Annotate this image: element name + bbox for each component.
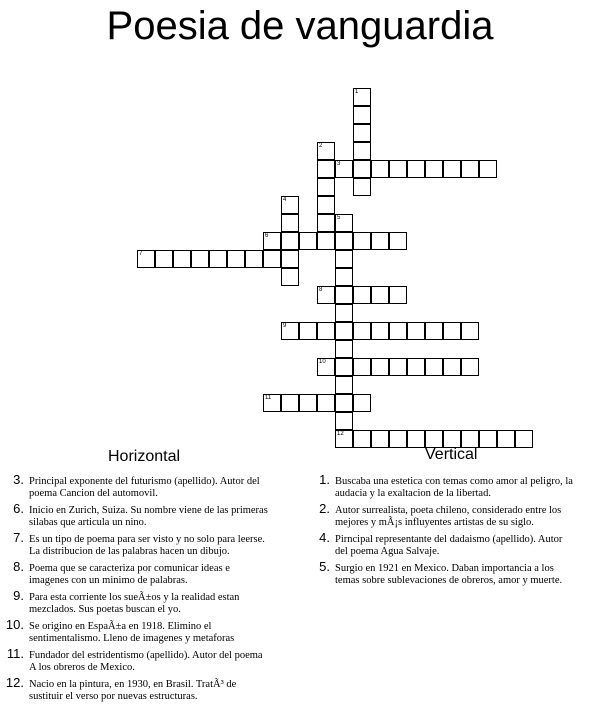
clue-number: 7.: [13, 530, 24, 545]
crossword-cell[interactable]: [443, 322, 461, 340]
crossword-cell[interactable]: [371, 430, 389, 448]
cell-number: 3: [337, 161, 341, 167]
crossword-cell[interactable]: [425, 322, 443, 340]
clue-text: Para esta corriente los sueÃ±os y la realidad estan mezclados. Sus poetas buscan el yo.: [29, 592, 240, 615]
cell-number: 11: [265, 395, 272, 401]
crossword-cell[interactable]: [389, 232, 407, 250]
crossword-cell[interactable]: [281, 232, 299, 250]
crossword-cell[interactable]: [299, 394, 317, 412]
crossword-cell[interactable]: [155, 250, 173, 268]
crossword-cell[interactable]: [281, 196, 299, 214]
crossword-cell[interactable]: [407, 358, 425, 376]
crossword-cell[interactable]: [317, 178, 335, 196]
crossword-cell[interactable]: [317, 322, 335, 340]
cell-number: 6: [265, 233, 269, 239]
clue-number: 9.: [13, 588, 24, 603]
crossword-cell[interactable]: [227, 250, 245, 268]
crossword-cell[interactable]: [245, 250, 263, 268]
crossword-cell[interactable]: [353, 124, 371, 142]
cell-number: 5: [337, 215, 341, 221]
crossword-cell[interactable]: [389, 358, 407, 376]
crossword-cell[interactable]: [263, 394, 281, 412]
crossword-cell[interactable]: [335, 322, 353, 340]
cell-number: 7: [139, 251, 143, 257]
crossword-cell[interactable]: [335, 358, 353, 376]
crossword-cell[interactable]: [263, 232, 281, 250]
crossword-cell[interactable]: [461, 358, 479, 376]
clue-text: Pirncipal representante del dadaismo (apellido). Autor del poema Agua Salvaje.: [335, 534, 563, 557]
crossword-cell[interactable]: [281, 322, 299, 340]
crossword-cell[interactable]: [353, 142, 371, 160]
crossword-cell[interactable]: [317, 232, 335, 250]
clue-number: 3.: [13, 472, 24, 487]
crossword-cell[interactable]: [389, 160, 407, 178]
clue-number: 2.: [319, 501, 330, 516]
crossword-cell[interactable]: [407, 160, 425, 178]
cell-number: 9: [283, 323, 287, 329]
crossword-cell[interactable]: [317, 286, 335, 304]
crossword-cell[interactable]: [317, 214, 335, 232]
crossword-cell[interactable]: [443, 358, 461, 376]
crossword-cell[interactable]: [407, 430, 425, 448]
crossword-cell[interactable]: [317, 358, 335, 376]
crossword-cell[interactable]: [209, 250, 227, 268]
crossword-cell[interactable]: [299, 322, 317, 340]
clue-text: Inicio en Zurich, Suiza. Su nombre viene de las primeras silabas que articula un nino.: [29, 505, 268, 528]
cell-number: 2: [319, 143, 323, 149]
crossword-cell[interactable]: [389, 322, 407, 340]
crossword-cell[interactable]: [479, 160, 497, 178]
crossword-cell[interactable]: [425, 160, 443, 178]
crossword-cell[interactable]: [497, 430, 515, 448]
clue-text: Es un tipo de poema para ser visto y no solo para leerse. La distribucion de las palabras hacen un dibujo.: [29, 534, 265, 557]
crossword-cell[interactable]: [281, 268, 299, 286]
crossword-cell[interactable]: [299, 232, 317, 250]
crossword-cell[interactable]: [371, 232, 389, 250]
crossword-cell[interactable]: [335, 376, 353, 394]
crossword-cell[interactable]: [371, 160, 389, 178]
clue-number: 4.: [319, 530, 330, 545]
crossword-cell[interactable]: [353, 160, 371, 178]
crossword-cell[interactable]: [317, 196, 335, 214]
crossword-cell[interactable]: [335, 304, 353, 322]
crossword-cell[interactable]: [335, 286, 353, 304]
crossword-cell[interactable]: [353, 88, 371, 106]
crossword-cell[interactable]: [335, 214, 353, 232]
crossword-cell[interactable]: [137, 250, 155, 268]
clue-number: 8.: [13, 559, 24, 574]
cell-number: 12: [337, 431, 344, 437]
crossword-cell[interactable]: [353, 430, 371, 448]
clue-number: 10.: [5, 617, 24, 632]
page-title: Poesia de vanguardia: [106, 4, 494, 48]
crossword-cell[interactable]: [281, 214, 299, 232]
crossword-cell[interactable]: [281, 250, 299, 268]
crossword-cell[interactable]: [335, 232, 353, 250]
crossword-cell[interactable]: [335, 394, 353, 412]
crossword-cell[interactable]: [389, 286, 407, 304]
clue-text: Se origino en EspaÃ±a en 1918. Elimino el sentimentalismo. Lleno de imagenes y metaforas: [29, 621, 235, 644]
cell-number: 4: [283, 197, 287, 203]
crossword-cell[interactable]: [281, 394, 299, 412]
crossword-cell[interactable]: [461, 322, 479, 340]
cell-number: 8: [319, 287, 323, 293]
crossword-cell[interactable]: [335, 340, 353, 358]
clue-text: Nacio en la pintura, en 1930, en Brasil. TratÃ³ de sustituir el verso por nuevas estructuras.: [29, 679, 237, 702]
clue-number: 6.: [13, 501, 24, 516]
crossword-cell[interactable]: [479, 430, 497, 448]
crossword-cell[interactable]: [353, 394, 371, 412]
clue-number: 1.: [319, 472, 330, 487]
cell-number: 10: [319, 359, 326, 365]
clue-text: Buscaba una estetica con temas como amor al peligro, la audacia y la exaltacion de la libertad.: [335, 476, 573, 499]
crossword-cell[interactable]: [335, 430, 353, 448]
crossword-cell[interactable]: [371, 358, 389, 376]
crossword-cell[interactable]: [353, 178, 371, 196]
crossword-cell[interactable]: [335, 268, 353, 286]
crossword-cell[interactable]: [191, 250, 209, 268]
crossword-cell[interactable]: [353, 106, 371, 124]
crossword-cell[interactable]: [407, 322, 425, 340]
crossword-cell[interactable]: [317, 160, 335, 178]
clue-number: 5.: [319, 559, 330, 574]
vertical-heading: Vertical: [425, 446, 478, 463]
crossword-cell[interactable]: [425, 358, 443, 376]
crossword-cell[interactable]: [353, 322, 371, 340]
crossword-cell[interactable]: [515, 430, 533, 448]
crossword-cell[interactable]: [317, 394, 335, 412]
crossword-cell[interactable]: [263, 250, 281, 268]
crossword-cell[interactable]: [335, 250, 353, 268]
crossword-cell[interactable]: [353, 358, 371, 376]
crossword-cell[interactable]: [371, 322, 389, 340]
crossword-cell[interactable]: [461, 160, 479, 178]
crossword-cell[interactable]: [353, 232, 371, 250]
crossword-cell[interactable]: [389, 430, 407, 448]
clue-text: Surgio en 1921 en Mexico. Daban importancia a los temas sobre sublevaciones de obreros, amor y muerte.: [335, 563, 563, 586]
clue-text: Principal exponente del futurismo (apellido). Autor del poema Cancion del automovil.: [29, 476, 260, 499]
crossword-cell[interactable]: [443, 160, 461, 178]
clue-text: Autor surrealista, poeta chileno, considerado entre los mejores y mÃ¡s influyentes artistas de su siglo.: [335, 505, 562, 528]
crossword-cell[interactable]: [335, 160, 353, 178]
crossword-cell[interactable]: [335, 412, 353, 430]
crossword-cell[interactable]: [173, 250, 191, 268]
clue-text: Poema que se caracteriza por comunicar ideas e imagenes con un minimo de palabras.: [29, 563, 230, 586]
cell-number: 1: [355, 89, 359, 95]
crossword-cell[interactable]: [317, 142, 335, 160]
crossword-cell[interactable]: [353, 286, 371, 304]
clue-number: 11.: [6, 646, 24, 661]
horizontal-heading: Horizontal: [108, 448, 181, 465]
crossword-cell[interactable]: [371, 286, 389, 304]
clue-number: 12.: [5, 675, 24, 690]
clue-text: Fundador del estridentismo (apellido). Autor del poema A los obreros de Mexico.: [29, 650, 263, 673]
